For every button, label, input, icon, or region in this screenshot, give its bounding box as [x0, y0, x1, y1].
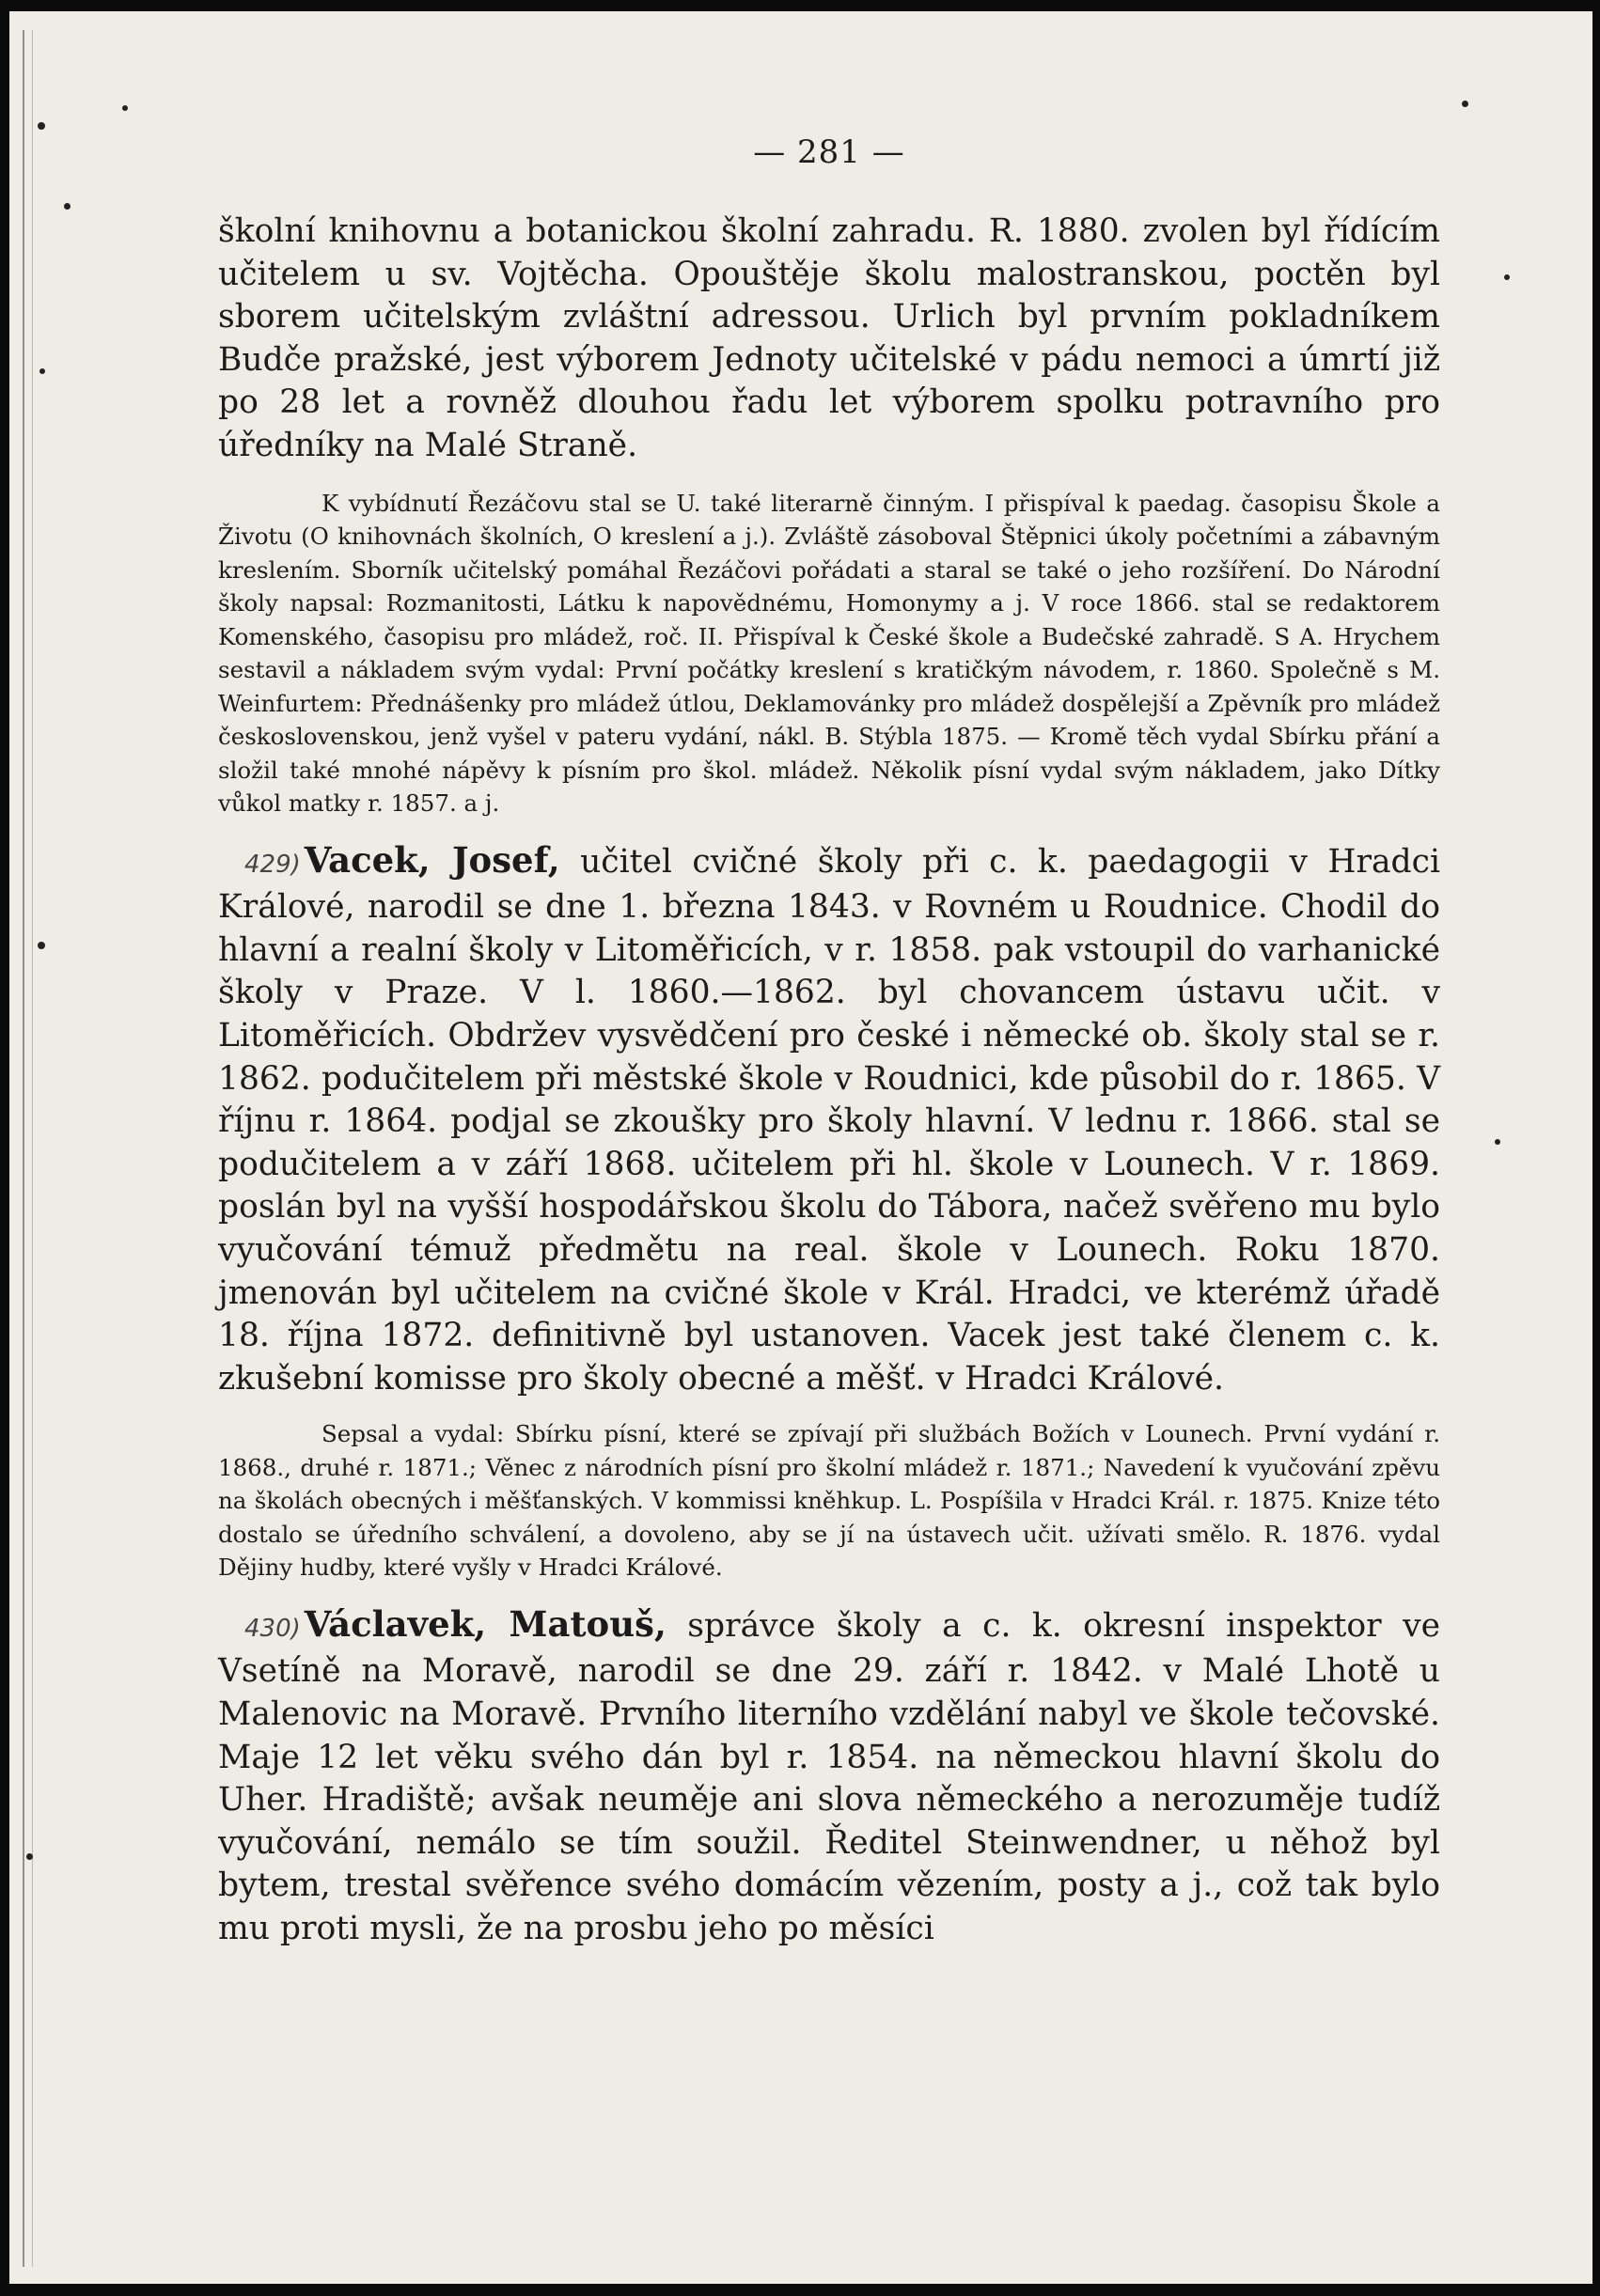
- note-bibliography-1: K vybídnutí Řezáčovu stal se U. také literarně činným. I přispíval k paedag. časopisu Škole a Životu (O knihovnách školních, O kreslení a j.). Zvláště zásoboval Štěpnici úkoly početními a zábavným kreslením. Sborník učitelský pomáhal Řezáčovi pořádati a staral se také o jeho rozšíření. Do Národní školy napsal: Rozmanitosti, Látku k napovědnému, Homonymy a j. V roce 1866. stal se redaktorem Komenského, časopisu pro mládež, roč. II. Přispíval k České škole a Budečské zahradě. S A. Hrychem sestavil a nákladem svým vydal: První počátky kreslení s kratičkým návodem, r. 1860. Společně s M. Weinfurtem: Přednášenky pro mládež útlou, Deklamovánky pro mládež dospělejší a Zpěvník pro mládež československou, jenž vyšel v pateru vydání, nákl. B. Stýbla 1875. — Kromě těch vydal Sbírku přání a složil také mnohé nápěvy k písním pro škol. mládež. Několik písní vydal svým nákladem, jako Dítky vůkol matky r. 1857. a j.: [218, 489, 1440, 818]
- note-bibliography-2: Sepsal a vydal: Sbírku písní, které se zpívají při službách Božích v Lounech. První vydání r. 1868., druhé r. 1871.; Věnec z národních písní pro školní mládež r. 1871.; Navedení k vyučování zpěvu na školách obecných i měšťanských. V kommissi kněhkup. L. Pospíšila v Hradci Král. r. 1875. Knize této dostalo se úředního schválení, a dovoleno, aby se jí na ústavech učit. užívati smělo. R. 1876. vydal Dějiny hudby, které vyšly v Hradci Králové.: [218, 1420, 1440, 1582]
- scan-speck: [64, 203, 71, 210]
- scan-speck: [1462, 101, 1468, 107]
- page-number: — 281 —: [753, 133, 905, 171]
- entry-name: Vacek, Josef,: [304, 838, 560, 881]
- scan-speck: [1504, 274, 1510, 280]
- page-text: [218, 133, 1440, 1951]
- scan-speck: [122, 105, 128, 111]
- entry-text: učitel cvičné školy při c. k. paedagogii v Hradci Králové, narodil se dne 1. března 1843. v Rovném u Roudnice. Chodil do hlavní a realní školy v Litoměřicích, v r. 1858. pak vstoupil do varhanické školy v Praze. V l. 1860.—1862. byl chovancem ústavu učit. v Litoměřicích. Obdržev vysvědčení pro české i německé ob. školy stal se r. 1862. podučitelem při městské škole v Roudnici, kde působil do r. 1865. V říjnu r. 1864. podjal se zkoušky pro školy hlavní. V lednu r. 1866. stal se podučitelem a v září 1868. učitelem při hl. škole v Lounech. V r. 1869. poslán byl na vyšší hospodářskou školu do Tábora, načež svěřeno mu bylo vyučování témuž předmětu na real. škole v Lounech. Roku 1870. jmenován byl učitelem na cvičné škole v Král. Hradci, ve kterémž úřadě 18. října 1872. definitivně byl ustanoven. Vacek jest také členem c. k. zkušební komisse pro školy obecné a měšť. v Hradci Králové.: [218, 842, 1441, 1398]
- scan-speck: [39, 368, 45, 374]
- scan-speck: [38, 942, 45, 949]
- entry-429: [218, 839, 1440, 1401]
- page-spine-shadow: [23, 30, 33, 2267]
- entry-number-handwritten: 430): [244, 1614, 301, 1643]
- entry-text: správce školy a c. k. okresní inspektor ve Vsetíně na Moravě, narodil se dne 29. září r. 1842. v Malé Lhotě u Malenovic na Moravě. Prvního literního vzdělání nabyl ve škole tečovské. Maje 12 let věku svého dán byl r. 1854. na německou hlavní školu do Uher. Hradiště; avšak neuměje ani slova německého a nerozuměje tudíž vyučování, nemálo se tím soužil. Ředitel Steinwendner, u něhož byl bytem, trestal svěřence svého domácím vězením, posty a j., což tak bylo mu proti mysli, že na prosbu jeho po měsíci: [218, 1606, 1440, 1947]
- scan-speck: [38, 122, 45, 130]
- scan-speck: [1495, 1139, 1500, 1145]
- entry-number-handwritten: 429): [244, 850, 301, 879]
- entry-430: [218, 1603, 1440, 1951]
- book-page: [9, 11, 1592, 2284]
- scan-speck: [26, 1853, 33, 1860]
- entry-name: Václavek, Matouš,: [304, 1602, 667, 1645]
- paragraph-continuation: školní knihovnu a botanickou školní zahradu. R. 1880. zvolen byl řídícím učitelem u sv. Vojtěcha. Opouštěje školu malostranskou, poctěn byl sborem učitelským zvláštní adressou. Urlich byl prvním pokladníkem Budče pražské, jest výborem Jednoty učitelské v pádu nemoci a úmrtí již po 28 let a rovněž dlouhou řadu let výborem spolku potravního pro úředníky na Malé Straně.: [218, 212, 1440, 464]
